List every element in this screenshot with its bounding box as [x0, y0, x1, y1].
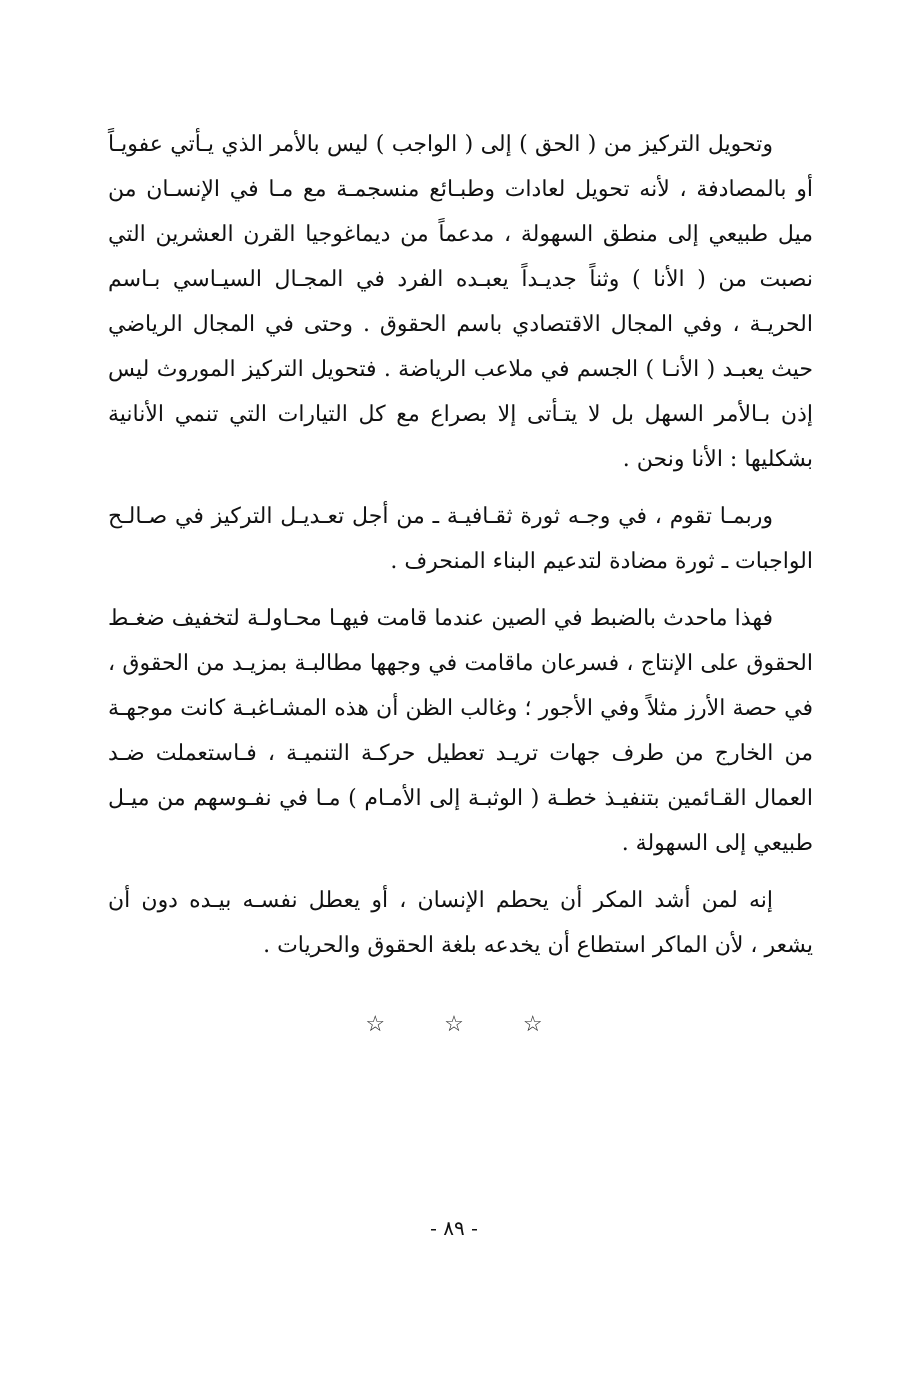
star-icon: ☆	[444, 1012, 464, 1037]
paragraph-2: وربمـا تقوم ، في وجـه ثورة ثقـافيـة ـ من أجل تعـديـل التركيز في صـالـح الواجبات ـ ثورة مضادة لتدعيم البناء المنحرف .	[108, 504, 813, 574]
section-divider-stars	[0, 1012, 908, 1037]
paragraph-4: إنه لمن أشد المكر أن يحطم الإنسان ، أو يعطل نفسـه بيـده دون أن يشعر ، لأن الماكر استطاع أن يخدعه بلغة الحقوق والحريات .	[108, 888, 813, 958]
star-icon: ☆	[522, 1012, 543, 1037]
body-text	[108, 122, 813, 980]
page-number: - ٨٩ -	[430, 1216, 478, 1240]
paragraph-1: وتحويل التركيز من ( الحق ) إلى ( الواجب ) ليس بالأمر الذي يـأتي عفويـاً أو بالمصادفة ، لأنه تحويل لعادات وطبـائع منسجمـة مع مـا في الإنسـان من ميل طبيعي إلى منطق السهولة ، مدعماً من ديماغوجيا القرن العشرين التي نصبت من ( الأنا ) وثناً جديـداً يعبـده الفرد في المجـال السيـاسي بـاسم الحريـة ، وفي المجال الاقتصادي باسم الحقوق . وحتى في المجال الرياضي حيث يعبـد ( الأنـا ) الجسم في ملاعب الرياضة . فتحويل التركيز الموروث ليس إذن بـالأمر السهل بل لا يتـأتى إلا بصراع مع كل التيارات التي تنمي الأنانية بشكليها : الأنا ونحن .	[108, 132, 813, 472]
paragraph-3: فهذا ماحدث بالضبط في الصين عندما قامت فيهـا محـاولـة لتخفيف ضغـط الحقوق على الإنتاج ، فسرعان ماقامت في وجهها مطالبـة بمزيـد من الحقوق ، في حصة الأرز مثلاً وفي الأجور ؛ وغالب الظن أن هذه المشـاغبـة كانت موجهـة من الخارج من طرف جهات تريـد تعطيل حركـة التنميـة ، فـاستعملت ضـد العمال القـائمين بتنفيـذ خطـة ( الوثبـة إلى الأمـام ) مـا في نفـوسهم من ميـل طبيعي إلى السهولة .	[108, 606, 813, 856]
star-icon: ☆	[365, 1012, 386, 1037]
